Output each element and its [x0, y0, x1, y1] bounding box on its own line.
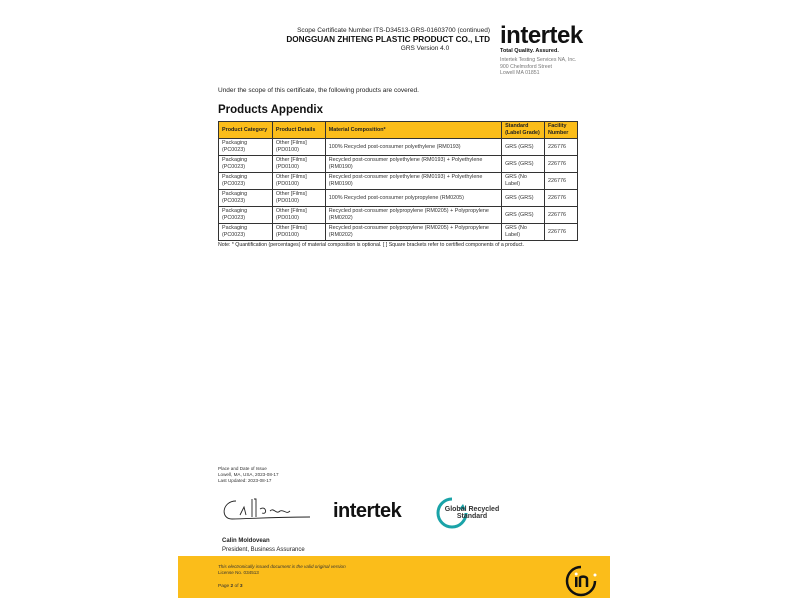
table-note: Note: * Quantification (percentages) of material composition is optional. [ ] Square brackets refer to certified components of a product. [218, 242, 524, 248]
page-number [218, 584, 243, 589]
issue-label: Place and Date of Issue [218, 466, 267, 471]
intertek-footer-logo: intertek [333, 500, 402, 522]
page-of: of [233, 584, 240, 589]
signer-name: Calin Moldovean [222, 538, 270, 544]
table-cell: Packaging (PC0023) [219, 190, 273, 207]
table-cell: Packaging (PC0023) [219, 224, 273, 241]
company-name: DONGGUAN ZHITENG PLASTIC PRODUCT CO., LTD [286, 35, 490, 44]
products-table [218, 121, 578, 241]
table-row [219, 156, 578, 173]
signature-image [218, 495, 313, 525]
table-cell: GRS (GRS) [502, 139, 545, 156]
table-cell: 226776 [544, 156, 577, 173]
address-line: Intertek Testing Services NA, Inc. [500, 57, 577, 63]
table-cell: 100% Recycled post-consumer polypropylene (RM0205) [325, 190, 501, 207]
table-row [219, 139, 578, 156]
intro-text: Under the scope of this certificate, the following products are covered. [218, 87, 419, 94]
column-header: Product Category [219, 122, 273, 139]
grs-version: GRS Version 4.0 [400, 45, 450, 52]
table-cell: Packaging (PC0023) [219, 207, 273, 224]
table-cell: Other [Films] (PD0100) [272, 173, 325, 190]
certificate-header [260, 27, 490, 53]
column-header: Facility Number [544, 122, 577, 139]
table-row [219, 207, 578, 224]
issuer-address [500, 57, 576, 77]
page-total: 3 [239, 584, 243, 589]
table-cell: Recycled post-consumer polyethylene (RM0193) + Polyethylene (RM0190) [325, 173, 501, 190]
grs-logo-text: Global Recycled Standard [444, 506, 500, 520]
column-header: Material Composition* [325, 122, 501, 139]
table-cell: 226776 [544, 207, 577, 224]
scope-line: Scope Certificate Number ITS-D34513-GRS-01603700 (continued) [297, 27, 490, 34]
column-header: Product Details [272, 122, 325, 139]
table-cell: 226776 [544, 190, 577, 207]
signer [222, 537, 305, 555]
page-prefix: Page [218, 584, 231, 589]
table-cell: GRS (No Label) [502, 224, 545, 241]
last-updated: Last Updated: 2023-08-17 [218, 478, 272, 483]
table-cell: Packaging (PC0023) [219, 139, 273, 156]
table-cell: 226776 [544, 139, 577, 156]
column-header: Standard (Label Grade) [502, 122, 545, 139]
table-cell: GRS (GRS) [502, 156, 545, 173]
footer-band [178, 556, 610, 598]
table-cell: Other [Films] (PD0100) [272, 207, 325, 224]
license-number: License No. 034513 [218, 570, 259, 575]
grs-logo [435, 496, 503, 530]
table-cell: Packaging (PC0023) [219, 156, 273, 173]
table-cell: Other [Films] (PD0100) [272, 139, 325, 156]
table-cell: Recycled post-consumer polyethylene (RM0193) + Polyethylene (RM0190) [325, 156, 501, 173]
tagline: Total Quality. Assured. [500, 48, 559, 54]
table-cell: 226776 [544, 173, 577, 190]
table-cell: GRS (GRS) [502, 190, 545, 207]
intertek-badge-icon [563, 565, 599, 597]
table-cell: 100% Recycled post-consumer polyethylene (RM0193) [325, 139, 501, 156]
issue-info [218, 466, 279, 484]
table-header-row [219, 122, 578, 139]
table-cell: Other [Films] (PD0100) [272, 224, 325, 241]
table-cell: Other [Films] (PD0100) [272, 190, 325, 207]
table-cell: Packaging (PC0023) [219, 173, 273, 190]
intertek-logo: intertek [500, 22, 583, 49]
table-row [219, 190, 578, 207]
table-cell: Other [Films] (PD0100) [272, 156, 325, 173]
validity-statement: This electronically issued document is the valid original version [218, 564, 346, 569]
address-line: 900 Chelmsford Street [500, 63, 552, 70]
page-title: Products Appendix [218, 104, 323, 116]
page-current: 2 [230, 584, 234, 589]
table-cell: 226776 [544, 224, 577, 241]
table-cell: GRS (No Label) [502, 173, 545, 190]
table-row [219, 173, 578, 190]
table-row [219, 224, 578, 241]
table-cell: Recycled post-consumer polypropylene (RM0205) + Polypropylene (RM0202) [325, 224, 501, 241]
issue-place-date: Lowell, MA, USA, 2023-08-17 [218, 472, 279, 477]
table-cell: Recycled post-consumer polypropylene (RM0205) + Polypropylene (RM0202) [325, 207, 501, 224]
table-cell: GRS (GRS) [502, 207, 545, 224]
address-line: Lowell MA 01851 [500, 70, 540, 76]
signer-role: President, Business Assurance [222, 547, 305, 553]
